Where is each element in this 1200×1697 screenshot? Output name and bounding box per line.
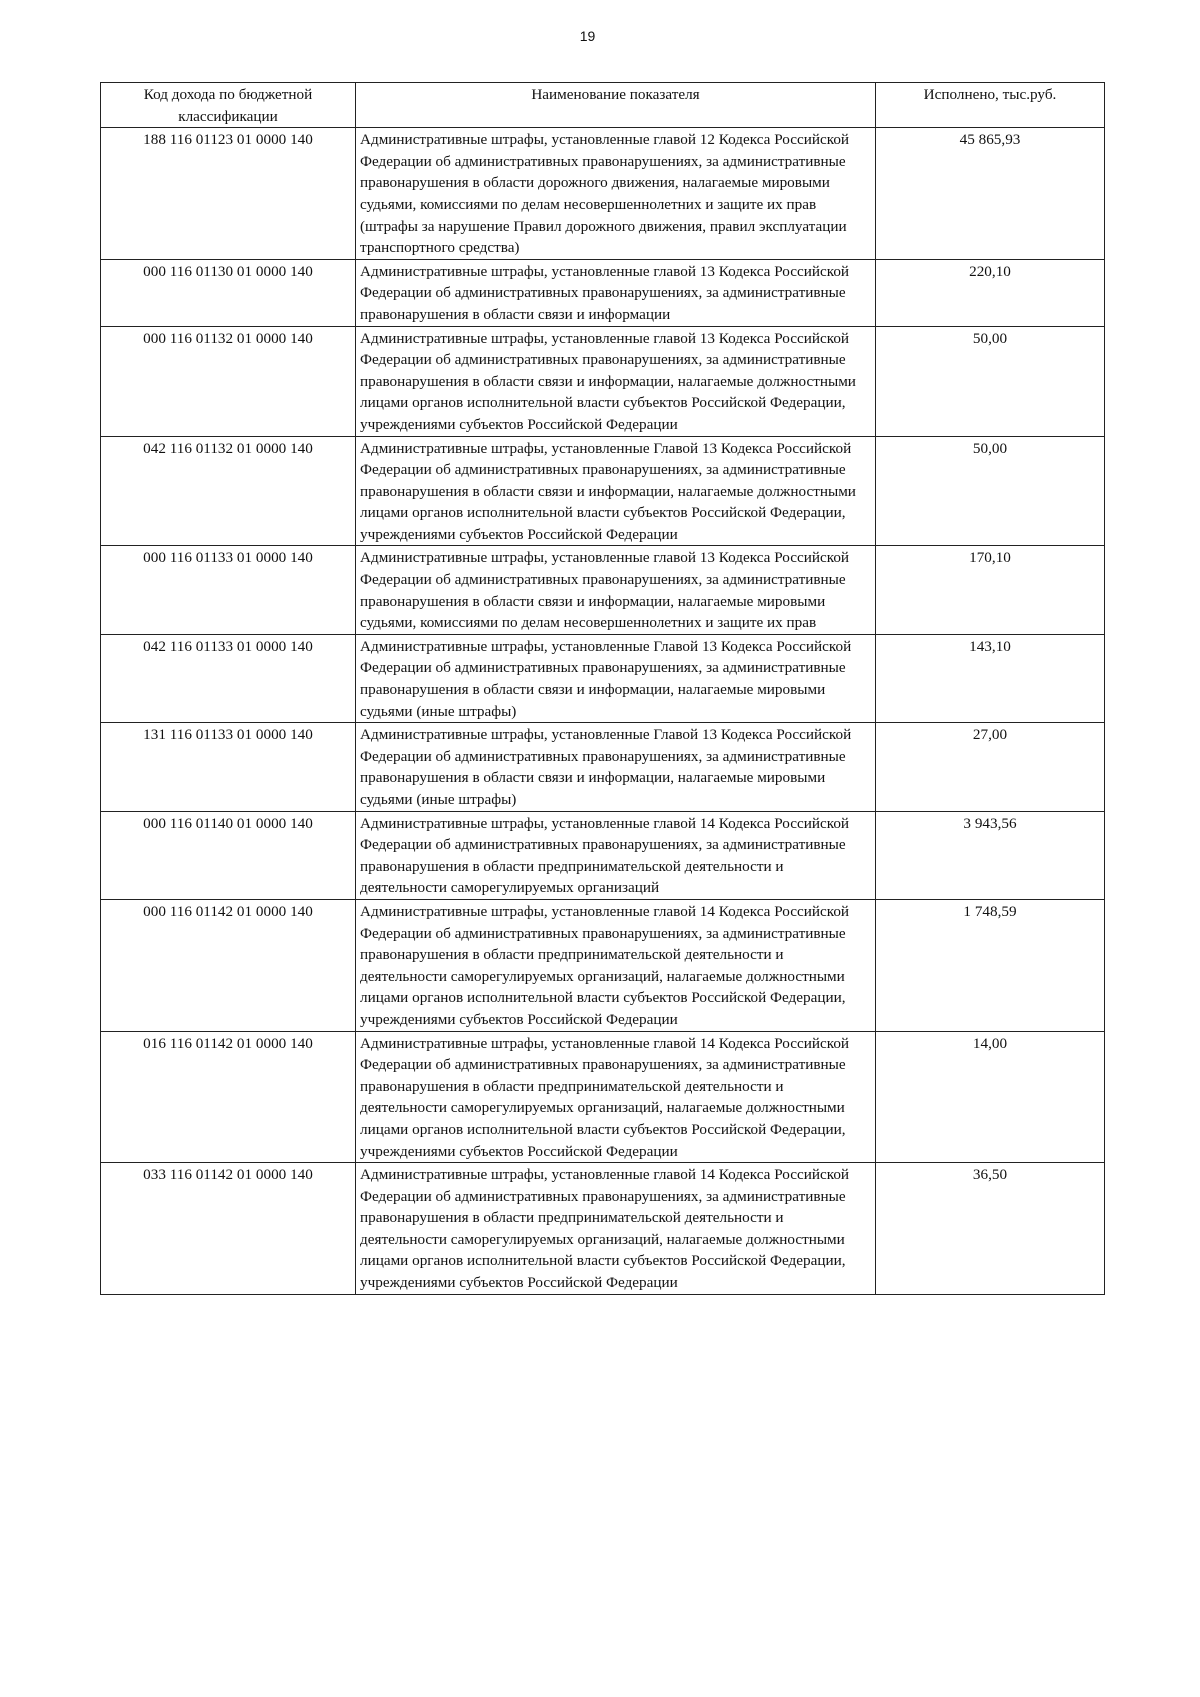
row-code: 000 116 01132 01 0000 140	[101, 326, 356, 436]
row-code: 042 116 01133 01 0000 140	[101, 634, 356, 722]
table-row	[101, 1163, 1105, 1295]
table-row	[101, 436, 1105, 546]
table-row	[101, 546, 1105, 634]
row-name: Административные штрафы, установленные Главой 13 Кодекса Российской Федерации об административных правонарушениях, за административные правонарушения в области связи и информации, налагаемые мировыми судьями (иные штрафы)	[356, 723, 876, 811]
row-name: Административные штрафы, установленные главой 14 Кодекса Российской Федерации об административных правонарушениях, за административные правонарушения в области предпринимательской деятельности и деятельности саморегулируемых организаций	[356, 811, 876, 899]
row-sum: 36,50	[876, 1163, 1105, 1295]
row-code: 000 116 01130 01 0000 140	[101, 259, 356, 326]
row-name: Административные штрафы, установленные Главой 13 Кодекса Российской Федерации об административных правонарушениях, за административные правонарушения в области связи и информации, налагаемые должностными лицами органов исполнительной власти субъектов Российской Федерации, учреждениями субъектов Российской Федерации	[356, 436, 876, 546]
row-code: 016 116 01142 01 0000 140	[101, 1031, 356, 1163]
row-code: 000 116 01142 01 0000 140	[101, 899, 356, 1031]
row-sum: 220,10	[876, 259, 1105, 326]
table-row	[101, 899, 1105, 1031]
row-sum: 50,00	[876, 436, 1105, 546]
row-name: Административные штрафы, установленные главой 12 Кодекса Российской Федерации об административных правонарушениях, за административные правонарушения в области дорожного движения, налагаемые мировыми судьями, комиссиями по делам несовершеннолетних и защите их прав (штрафы за нарушение Правил дорожного движения, правил эксплуатации транспортного средства)	[356, 128, 876, 260]
page-number: 19	[579, 28, 596, 44]
table-row	[101, 1031, 1105, 1163]
row-code: 000 116 01140 01 0000 140	[101, 811, 356, 899]
row-sum: 50,00	[876, 326, 1105, 436]
table-row	[101, 259, 1105, 326]
row-name: Административные штрафы, установленные главой 13 Кодекса Российской Федерации об административных правонарушениях, за административные правонарушения в области связи и информации, налагаемые должностными лицами органов исполнительной власти субъектов Российской Федерации, учреждениями субъектов Российской Федерации	[356, 326, 876, 436]
budget-income-table	[100, 82, 1105, 1295]
row-name: Административные штрафы, установленные главой 14 Кодекса Российской Федерации об административных правонарушениях, за административные правонарушения в области предпринимательской деятельности и деятельности саморегулируемых организаций, налагаемые должностными лицами органов исполнительной власти субъектов Российской Федерации, учреждениями субъектов Российской Федерации	[356, 899, 876, 1031]
row-sum: 45 865,93	[876, 128, 1105, 260]
row-sum: 143,10	[876, 634, 1105, 722]
row-sum: 27,00	[876, 723, 1105, 811]
table-row	[101, 326, 1105, 436]
table-row	[101, 634, 1105, 722]
table-row	[101, 723, 1105, 811]
header-name: Наименование показателя	[356, 83, 876, 128]
table-body	[101, 128, 1105, 1294]
row-name: Административные штрафы, установленные Главой 13 Кодекса Российской Федерации об административных правонарушениях, за административные правонарушения в области связи и информации, налагаемые мировыми судьями (иные штрафы)	[356, 634, 876, 722]
row-sum: 14,00	[876, 1031, 1105, 1163]
row-code: 131 116 01133 01 0000 140	[101, 723, 356, 811]
header-code: Код дохода по бюджетной классификации	[101, 83, 356, 128]
table-header-row	[101, 83, 1105, 128]
row-name: Административные штрафы, установленные главой 13 Кодекса Российской Федерации об административных правонарушениях, за административные правонарушения в области связи и информации	[356, 259, 876, 326]
row-code: 033 116 01142 01 0000 140	[101, 1163, 356, 1295]
row-sum: 3 943,56	[876, 811, 1105, 899]
table-row	[101, 128, 1105, 260]
table-row	[101, 811, 1105, 899]
row-sum: 1 748,59	[876, 899, 1105, 1031]
row-name: Административные штрафы, установленные главой 13 Кодекса Российской Федерации об административных правонарушениях, за административные правонарушения в области связи и информации, налагаемые мировыми судьями, комиссиями по делам несовершеннолетних и защите их прав	[356, 546, 876, 634]
row-name: Административные штрафы, установленные главой 14 Кодекса Российской Федерации об административных правонарушениях, за административные правонарушения в области предпринимательской деятельности и деятельности саморегулируемых организаций, налагаемые должностными лицами органов исполнительной власти субъектов Российской Федерации, учреждениями субъектов Российской Федерации	[356, 1163, 876, 1295]
row-code: 000 116 01133 01 0000 140	[101, 546, 356, 634]
header-sum: Исполнено, тыс.руб.	[876, 83, 1105, 128]
row-code: 188 116 01123 01 0000 140	[101, 128, 356, 260]
row-code: 042 116 01132 01 0000 140	[101, 436, 356, 546]
row-sum: 170,10	[876, 546, 1105, 634]
row-name: Административные штрафы, установленные главой 14 Кодекса Российской Федерации об административных правонарушениях, за административные правонарушения в области предпринимательской деятельности и деятельности саморегулируемых организаций, налагаемые должностными лицами органов исполнительной власти субъектов Российской Федерации, учреждениями субъектов Российской Федерации	[356, 1031, 876, 1163]
